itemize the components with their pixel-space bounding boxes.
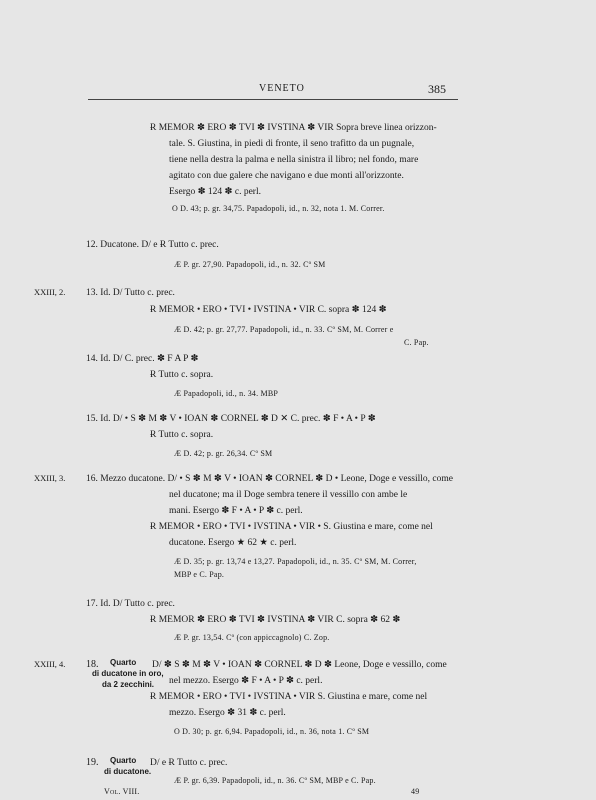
plate-reference: XXIII, 4. [34, 659, 66, 669]
entry-16-reference: Æ D. 35; p. gr. 13,74 e 13,27. Papadopoli, id., n. 35. Cº SM, M. Correr, [174, 557, 417, 566]
entry-16-line: ducatone. Esergo ★ 62 ★ c. perl. [169, 538, 297, 548]
text-line: agitato con due galere che navigano e due monti all'orizzonte. [169, 171, 404, 181]
entry-number: 18. [86, 659, 99, 670]
entry-19-label: di ducatone. [104, 767, 152, 776]
entry-15-reference: Æ D. 42; p. gr. 26,34. Cº SM [174, 449, 273, 458]
entry-16-reference: MBP e C. Pap. [174, 570, 225, 579]
entry-18-label: Quarto [110, 658, 137, 667]
entry-16-line: mani. Esergo ✽ F • A • P ✽ c. perl. [169, 506, 303, 516]
sheet-signature: 49 [411, 787, 420, 796]
entry-18-line: nel mezzo. Esergo ✽ F • A • P ✽ c. perl. [169, 676, 323, 686]
entry-17-line: 17. Id. D/ Tutto c. prec. [86, 599, 175, 609]
entry-12-line: 12. Ducatone. D/ e Ɍ Tutto c. prec. [86, 240, 219, 250]
text-line: tiene nella destra la palma e nella sinistra il libro; nel fondo, mare [169, 155, 419, 165]
entry-13-reference: C. Pap. [404, 338, 429, 347]
entry-15-line: 15. Id. D/ • S ✽ M ✽ V • IOAN ✽ CORNEL ✽ D ✕ C. prec. ✽ F • A • P ✽ [86, 414, 376, 424]
plate-reference: XXIII, 2. [34, 287, 66, 297]
reference-line: O D. 43; p. gr. 34,75. Papadopoli, id., n. 32, nota 1. M. Correr. [172, 204, 385, 213]
entry-18-line: D/ ✽ S ✽ M ✽ V • IOAN ✽ CORNEL ✽ D ✽ Leone, Doge e vessillo, come [152, 660, 447, 670]
entry-13-line: Ɍ MEMOR • ERO • TVI • IVSTINA • VIR C. sopra ✽ 124 ✽ [150, 305, 387, 315]
entry-13-line: 13. Id. D/ Tutto c. prec. [86, 288, 175, 298]
page-number: 385 [428, 82, 446, 96]
entry-19-reference: Æ P. gr. 6,39. Papadopoli, id., n. 36. Cº SM, MBP e C. Pap. [174, 776, 376, 785]
entry-18-line: Ɍ MEMOR • ERO • TVI • IVSTINA • VIR S. Giustina e mare, come nel [150, 692, 428, 702]
entry-14-line: Ɍ Tutto c. sopra. [150, 370, 214, 380]
entry-18-label: di ducatone in oro, [92, 669, 164, 678]
running-header-title: VENETO [259, 83, 305, 94]
entry-19-line: D/ e Ɍ Tutto c. prec. [150, 758, 228, 768]
text-line: Esergo ✽ 124 ✽ c. perl. [169, 187, 261, 197]
entry-15-line: Ɍ Tutto c. sopra. [150, 430, 214, 440]
entry-14-line: 14. Id. D/ C. prec. ✽ F A P ✽ [86, 354, 199, 364]
entry-18-label: da 2 zecchini. [102, 680, 155, 689]
volume-signature: Vol. VIII. [104, 787, 140, 796]
entry-14-reference: Æ Papadopoli, id., n. 34. MBP [174, 389, 279, 398]
entry-18-reference: O D. 30; p. gr. 6,94. Papadopoli, id., n. 36, nota 1. Cº SM [174, 727, 370, 736]
entry-12-reference: Æ P. gr. 27,90. Papadopoli, id., n. 32. Cº SM [174, 260, 326, 269]
entry-17-reference: Æ P. gr. 13,54. Cº (con appiccagnolo) C. Zop. [174, 633, 330, 642]
plate-reference: XXIII, 3. [34, 473, 66, 483]
text-line: Ɍ MEMOR ✽ ERO ✽ TVI ✽ IVSTINA ✽ VIR Sopra breve linea orizzon- [150, 123, 437, 133]
entry-16-line: Ɍ MEMOR • ERO • TVI • IVSTINA • VIR • S. Giustina e mare, come nel [150, 522, 433, 532]
entry-13-reference: Æ D. 42; p. gr. 27,77. Papadopoli, id., n. 33. Cº SM, M. Correr e [174, 325, 394, 334]
entry-19-label: Quarto [110, 756, 137, 765]
header-rule [88, 99, 458, 100]
entry-18-line: mezzo. Esergo ✽ 31 ✽ c. perl. [169, 708, 286, 718]
entry-17-line: Ɍ MEMOR ✽ ERO ✽ TVI ✽ IVSTINA ✽ VIR C. sopra ✽ 62 ✽ [150, 615, 401, 625]
entry-number: 19. [86, 757, 99, 768]
entry-16-line: 16. Mezzo ducatone. D/ • S ✽ M ✽ V • IOAN ✽ CORNEL ✽ D • Leone, Doge e vessillo, come [86, 474, 453, 484]
entry-16-line: nel ducatone; ma il Doge sembra tenere il vessillo con ambe le [169, 490, 408, 500]
text-line: tale. S. Giustina, in piedi di fronte, il seno trafitto da un pugnale, [169, 139, 415, 149]
